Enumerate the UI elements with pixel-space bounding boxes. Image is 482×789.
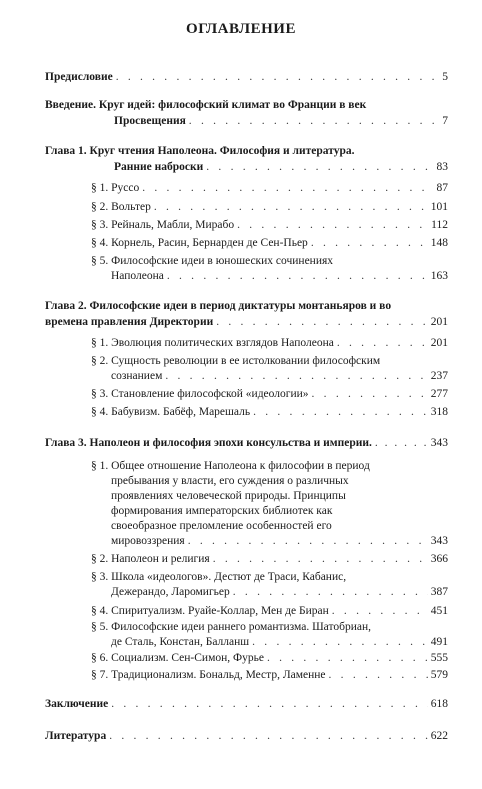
dot-leader — [167, 269, 428, 283]
dot-leader — [206, 160, 433, 174]
toc-section-1-4[interactable] — [91, 236, 448, 250]
page-number: 5 — [442, 71, 448, 83]
toc-section-3-3-line1[interactable]: § 3. Школа «идеологов». Дестют де Траси, Кабанис, — [91, 571, 347, 583]
toc-chapter-3[interactable] — [45, 436, 448, 450]
toc-section-2-4[interactable] — [91, 405, 448, 419]
entry-label: § 3. Рейналь, Мабли, Мирабо — [91, 219, 235, 231]
toc-section-3-2[interactable] — [91, 552, 448, 566]
page-number: 87 — [436, 182, 448, 194]
page-number: 201 — [430, 316, 448, 328]
page-number: 387 — [430, 586, 448, 598]
entry-label: § 4. Спиритуализм. Руайе-Коллар, Мен де Биран — [91, 605, 329, 617]
page-number: 237 — [430, 370, 448, 382]
dot-leader — [252, 635, 428, 649]
toc-section-1-1[interactable] — [91, 181, 448, 195]
toc-section-3-6[interactable] — [91, 651, 448, 665]
dot-leader — [267, 651, 428, 665]
dot-leader — [311, 236, 428, 250]
page-number: 112 — [431, 219, 448, 231]
page-number: 201 — [430, 337, 448, 349]
page-number: 579 — [430, 669, 448, 681]
dot-leader — [116, 70, 440, 84]
entry-label: § 1. Руссо — [91, 182, 140, 194]
entry-label: § 6. Социализм. Сен-Симон, Фурье — [91, 652, 264, 664]
toc-section-3-5-line1[interactable]: § 5. Философские идеи раннего романтизма. Шатобриан, — [91, 621, 372, 633]
page-number: 451 — [430, 605, 448, 617]
dot-leader — [237, 218, 428, 232]
page-number: 7 — [442, 115, 448, 127]
dot-leader — [154, 200, 428, 214]
dot-leader — [312, 387, 428, 401]
page-number: 277 — [430, 388, 448, 400]
toc-chapter-2-line1[interactable]: Глава 2. Философские идеи в период диктатуры монтаньяров и во — [45, 300, 392, 312]
toc-section-2-1[interactable] — [91, 336, 448, 350]
page-number: 163 — [430, 270, 448, 282]
page-number: 491 — [430, 636, 448, 648]
dot-leader — [109, 729, 428, 743]
entry-label: Наполеона — [111, 270, 164, 282]
toc-chapter-2[interactable] — [45, 315, 448, 329]
dot-leader — [216, 315, 428, 329]
toc-entry-preface[interactable] — [45, 70, 448, 84]
entry-label: Заключение — [45, 698, 109, 710]
page-number: 618 — [430, 698, 448, 710]
dot-leader — [337, 336, 428, 350]
toc-section-1-3[interactable] — [91, 218, 448, 232]
entry-label: Ранние наброски — [114, 161, 204, 173]
entry-label: сознанием — [111, 370, 163, 382]
page-number: 148 — [430, 237, 448, 249]
toc-chapter-1-line1[interactable]: Глава 1. Круг чтения Наполеона. Философия и литература. — [45, 145, 355, 157]
toc-section-3-1-line2: пребывания у власти, его суждения о различных — [111, 475, 349, 487]
toc-section-3-1-line1[interactable]: § 1. Общее отношение Наполеона к философии в период — [91, 460, 370, 472]
page-number: 101 — [430, 201, 448, 213]
toc-section-3-3[interactable] — [111, 585, 448, 599]
entry-label: § 4. Бабувизм. Бабёф, Марешаль — [91, 406, 251, 418]
toc-section-3-4[interactable] — [91, 604, 448, 618]
toc-section-3-1-line5: своеобразное преломление особенностей его — [111, 520, 332, 532]
toc-section-3-1-line4: формирования императорских библиотек как — [111, 505, 333, 517]
page-number: 318 — [430, 406, 448, 418]
entry-label: Глава 3. Наполеон и философия эпохи консульства и империи. — [45, 437, 372, 449]
dot-leader — [165, 369, 427, 383]
dot-leader — [233, 585, 428, 599]
entry-label: Дежерандо, Ларомигьер — [111, 586, 230, 598]
toc-section-1-5[interactable] — [111, 269, 448, 283]
toc-section-1-2[interactable] — [91, 200, 448, 214]
toc-chapter-1[interactable] — [114, 160, 448, 174]
dot-leader — [189, 114, 439, 128]
dot-leader — [253, 405, 428, 419]
page-number: 343 — [430, 535, 448, 547]
entry-label: § 4. Корнель, Расин, Бернарден де Сен-Пьер — [91, 237, 308, 249]
dot-leader — [329, 668, 428, 682]
dot-leader — [188, 534, 428, 548]
entry-label: мировоззрения — [111, 535, 185, 547]
dot-leader — [111, 697, 428, 711]
page-number: 622 — [430, 730, 448, 742]
toc-section-2-2[interactable] — [111, 369, 448, 383]
dot-leader — [213, 552, 428, 566]
toc-entry-literature[interactable] — [45, 729, 448, 743]
toc-entry-intro-line1[interactable]: Введение. Круг идей: философский климат во Франции в век — [45, 99, 367, 111]
page-number: 343 — [430, 437, 448, 449]
toc-entry-intro[interactable] — [114, 114, 448, 128]
entry-label: де Сталь, Констан, Балланш — [111, 636, 250, 648]
toc-section-2-2-line1[interactable]: § 2. Сущность революции в ее истолковании философским — [91, 355, 381, 367]
toc-section-1-5-line1[interactable]: § 5. Философские идеи в юношеских сочинениях — [91, 255, 334, 267]
entry-label: Предисловие — [45, 71, 113, 83]
toc-section-3-1[interactable] — [111, 534, 448, 548]
toc-section-3-1-line3: проявлениях человеческой природы. Принципы — [111, 490, 346, 502]
dot-leader — [375, 436, 428, 450]
toc-section-2-3[interactable] — [91, 387, 448, 401]
toc-entry-conclusion[interactable] — [45, 697, 448, 711]
entry-label: § 3. Становление философской «идеологии» — [91, 388, 309, 400]
entry-label: Литература — [45, 730, 107, 742]
toc-section-3-7[interactable] — [91, 668, 448, 682]
page-number: 366 — [430, 553, 448, 565]
entry-label: § 1. Эволюция политических взглядов Наполеона — [91, 337, 334, 349]
entry-label: времена правления Директории — [45, 316, 214, 328]
dot-leader — [332, 604, 428, 618]
page-number: 83 — [436, 161, 448, 173]
entry-label: § 2. Наполеон и религия — [91, 553, 210, 565]
toc-section-3-5[interactable] — [111, 635, 448, 649]
entry-label: § 2. Вольтер — [91, 201, 151, 213]
entry-label: Просвещения — [114, 115, 186, 127]
page-number: 555 — [430, 652, 448, 664]
entry-label: § 7. Традиционализм. Бональд, Местр, Ламенне — [91, 669, 326, 681]
dot-leader — [142, 181, 433, 195]
toc-title: ОГЛАВЛЕНИЕ — [186, 21, 296, 37]
